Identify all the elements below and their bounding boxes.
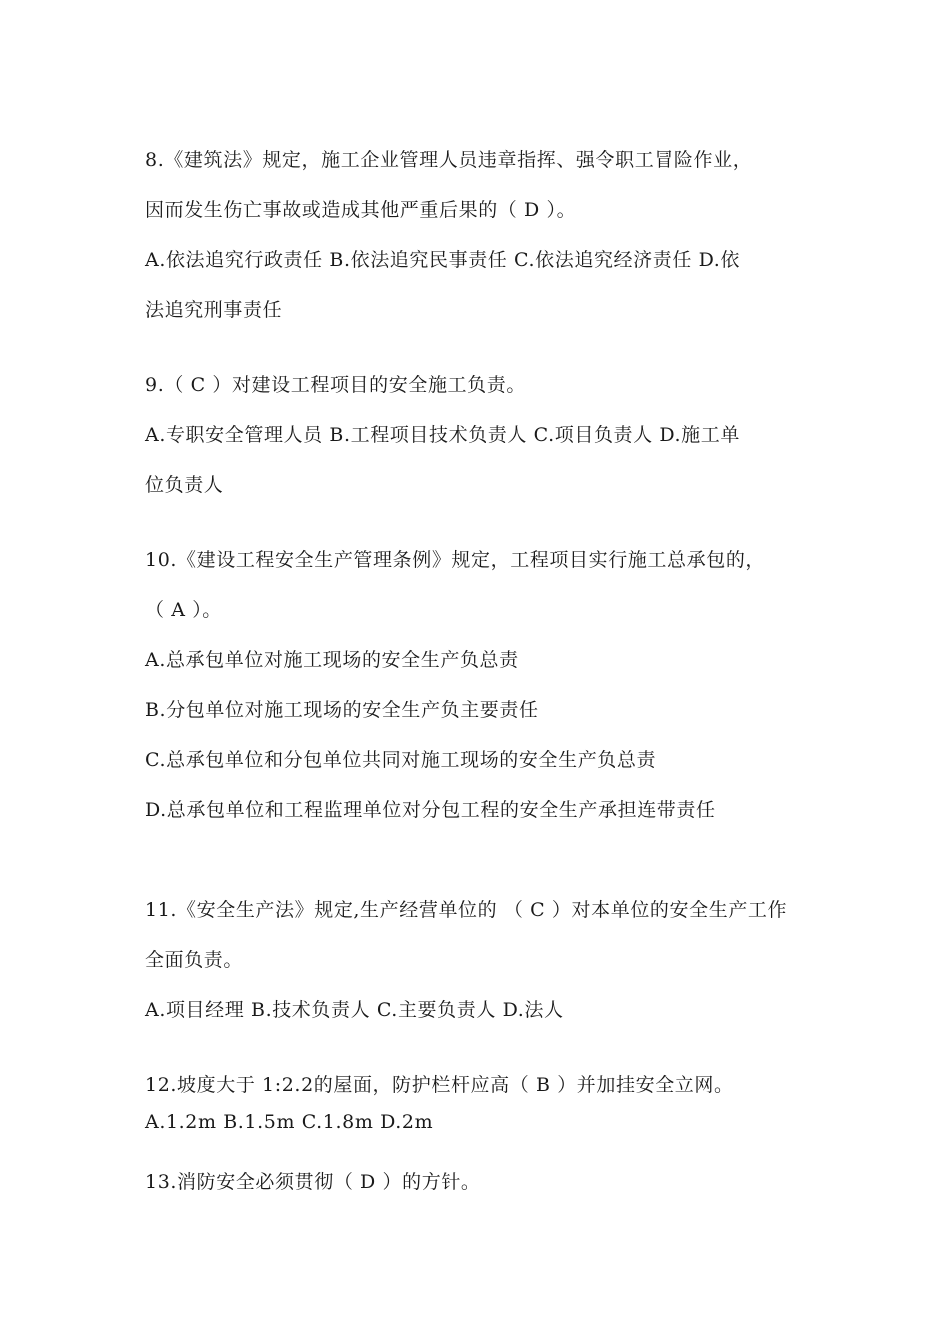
- question-9-options-line-1: A.专职安全管理人员 B.工程项目技术负责人 C.项目负责人 D.施工单: [145, 424, 740, 446]
- question-9-options-line-2: 位负责人: [145, 474, 224, 496]
- question-8-options-line-1: A.依法追究行政责任 B.依法追究民事责任 C.依法追究经济责任 D.依: [145, 249, 740, 271]
- question-10-option-c: C.总承包单位和分包单位共同对施工现场的安全生产负总责: [145, 749, 657, 771]
- question-10-option-a: A.总承包单位对施工现场的安全生产负总责: [145, 649, 519, 671]
- question-13-line-1: 13.消防安全必须贯彻（ D ）的方针。: [145, 1171, 481, 1193]
- question-8-options-line-2: 法追究刑事责任: [145, 299, 283, 321]
- question-11-options-line-1: A.项目经理 B.技术负责人 C.主要负责人 D.法人: [145, 999, 564, 1021]
- question-10-option-b: B.分包单位对施工现场的安全生产负主要责任: [145, 699, 539, 721]
- question-12-options-line-1: A.1.2m B.1.5m C.1.8m D.2m: [145, 1111, 434, 1133]
- question-12-line-1: 12.坡度大于 1:2.2的屋面，防护栏杆应高（ B ）并加挂安全立网。: [145, 1074, 734, 1096]
- question-10-option-d: D.总承包单位和工程监理单位对分包工程的安全生产承担连带责任: [145, 799, 716, 821]
- question-8-line-2: 因而发生伤亡事故或造成其他严重后果的（ D ）。: [145, 199, 577, 221]
- question-10-line-1: 10.《建设工程安全生产管理条例》规定，工程项目实行施工总承包的，: [145, 549, 766, 571]
- question-8-line-1: 8.《建筑法》规定，施工企业管理人员违章指挥、强令职工冒险作业，: [145, 149, 753, 171]
- question-11-line-2: 全面负责。: [145, 949, 244, 971]
- question-11-line-1: 11.《安全生产法》规定,生产经营单位的 （ C ）对本单位的安全生产工作: [145, 899, 788, 921]
- question-9-line-1: 9.（ C ）对建设工程项目的安全施工负责。: [145, 374, 526, 396]
- question-10-line-2: （ A ）。: [145, 599, 222, 621]
